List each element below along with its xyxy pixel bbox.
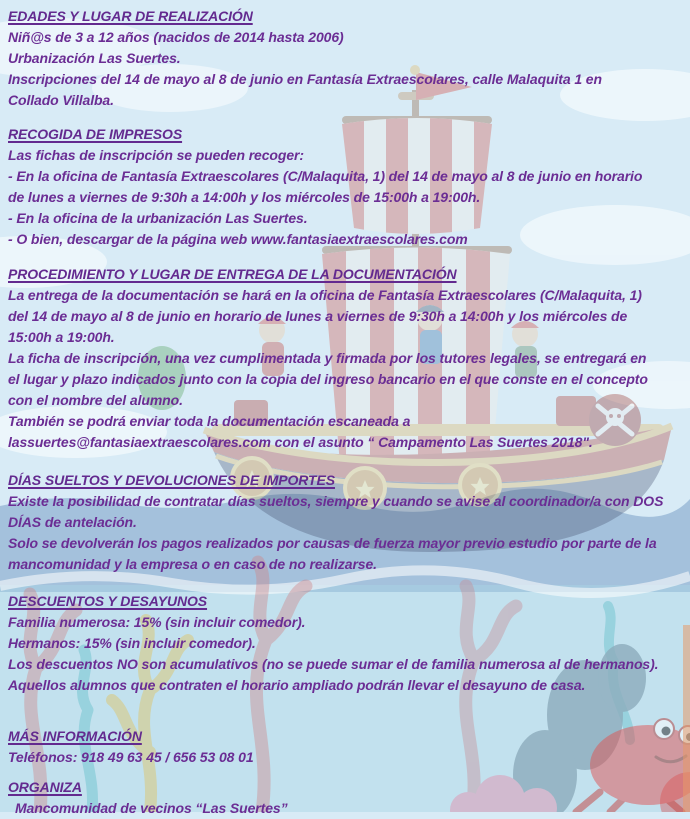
text-line: Urbanización Las Suertes.	[8, 50, 181, 66]
text-line: - En la oficina de Fantasía Extraescolares (C/Malaquita, 1) del 14 de mayo al 8 de junio en horario	[8, 168, 643, 184]
section-dias-sueltos	[8, 470, 690, 575]
text-line: Hermanos: 15% (sin incluir comedor).	[8, 635, 256, 651]
section-title: MÁS INFORMACIÓN	[8, 728, 142, 744]
text-line: del 14 de mayo al 8 de junio en horario de lunes a viernes de 9:30h a 14:00h y los miércoles de	[8, 308, 628, 324]
phone-numbers: Teléfonos: 918 49 63 45 / 656 53 08 01	[8, 749, 254, 765]
section-title: DÍAS SUELTOS Y DEVOLUCIONES DE IMPORTES	[8, 472, 335, 488]
text-line: La entrega de la documentación se hará en la oficina de Fantasía Extraescolares (C/Malaquita, 1)	[8, 287, 642, 303]
text-line: Niñ@s de 3 a 12 años (nacidos de 2014 hasta 2006)	[8, 29, 344, 45]
text-line: DÍAS de antelación.	[8, 514, 137, 530]
text-line: Collado Villalba.	[8, 92, 114, 108]
text-line: La ficha de inscripción, una vez cumplimentada y firmada por los tutores legales, se entregará en	[8, 350, 647, 366]
section-procedimiento	[8, 264, 690, 453]
text-line: - O bien, descargar de la página web www.fantasiaextraescolares.com	[8, 231, 468, 247]
section-mas-informacion	[8, 726, 690, 768]
text-line: Aquellos alumnos que contraten el horario ampliado podrán llevar el desayuno de casa.	[8, 677, 586, 693]
text-line: 15:00h a 19:00h.	[8, 329, 115, 345]
text-line: Solo se devolverán los pagos realizados por causas de fuerza mayor previo estudio por parte de la	[8, 535, 657, 551]
text-line: con el nombre del alumno.	[8, 392, 183, 408]
section-edades	[8, 6, 690, 111]
section-organiza	[8, 777, 690, 819]
text-line: de lunes a viernes de 9:30h a 14:00h y los miércoles de 15:00h a 19:00h.	[8, 189, 481, 205]
section-title: RECOGIDA DE IMPRESOS	[8, 126, 183, 142]
section-title: ORGANIZA	[8, 779, 82, 795]
section-recogida	[8, 124, 690, 250]
text-line: Inscripciones del 14 de mayo al 8 de junio en Fantasía Extraescolares, calle Malaquita 1 en	[8, 71, 602, 87]
text-line: Las fichas de inscripción se pueden recoger:	[8, 147, 304, 163]
text-line: Existe la posibilidad de contratar días sueltos, siempre y cuando se avise al coordinador/a con DOS	[8, 493, 664, 509]
organizer-name: Mancomunidad de vecinos “Las Suertes”	[15, 800, 288, 816]
text-line: lassuertes@fantasiaextraescolares.com con el asunto “ Campamento Las Suertes 2018".	[8, 434, 593, 450]
text-line: mancomunidad y la empresa o en caso de no realizarse.	[8, 556, 377, 572]
section-title: PROCEDIMIENTO Y LUGAR DE ENTREGA DE LA DOCUMENTACIÓN	[8, 266, 457, 282]
section-title: EDADES Y LUGAR DE REALIZACIÓN	[8, 8, 253, 24]
section-title: DESCUENTOS Y DESAYUNOS	[8, 593, 208, 609]
text-line: Familia numerosa: 15% (sin incluir comedor).	[8, 614, 306, 630]
text-line: También se podrá enviar toda la documentación escaneada a	[8, 413, 411, 429]
text-line: - En la oficina de la urbanización Las Suertes.	[8, 210, 308, 226]
section-descuentos	[8, 591, 690, 696]
text-line: el lugar y plazo indicados junto con la copia del ingreso bancario en el que conste en el concepto	[8, 371, 648, 387]
text-line: Los descuentos NO son acumulativos (no se puede sumar el de familia numerosa al de hermanos).	[8, 656, 659, 672]
